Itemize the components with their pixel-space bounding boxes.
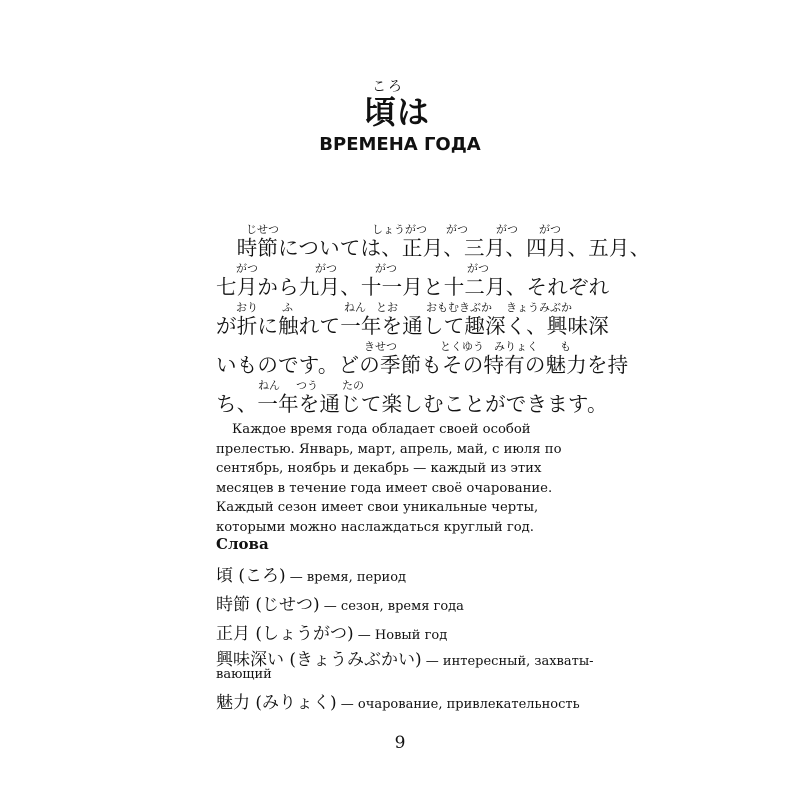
ruby-tokuyuu: とくゆう [440,340,484,353]
ruby-fu: ふ [282,301,293,314]
vocab-term: 正月 (しょうがつ) [216,624,354,644]
title-japanese: 頃は [364,93,431,131]
vocab-gloss: — время, период [285,570,407,585]
ruby-ori: おり [236,301,258,314]
passage-line-5: ち、一年を通じて楽しむことができます。 [216,392,608,416]
ruby-mo: も [560,340,571,353]
russian-translation: Каждое время года обладает своей особой прелестью. Январь, март, апрель, май, с июля по сентябрь, ноябрь и декабрь — каждый из этих месяцев в течение года имеет своё очарование. Каждый сезон имеет свои уникальные черты, которыми можно наслаждаться круглый год. [216,422,562,535]
ruby-shougatsu: しょうがつ [372,223,427,236]
vocab-item [216,619,447,644]
ruby-gatsu: がつ [236,262,258,275]
ruby-gatsu: がつ [539,223,561,236]
vocab-item [216,561,406,586]
vocab-gloss: — очарование, привлекательность [336,697,580,712]
vocab-gloss: — сезон, время года [319,599,464,614]
vocab-term: 興味深い (きょうみぶかい) [216,650,422,670]
ruby-gatsu: がつ [467,262,489,275]
ruby-nen: ねん [258,379,280,392]
passage-line-1: 時節については、正月、三月、四月、五月、 [216,236,651,260]
ruby-tano: たの [342,379,364,392]
vocab-term: 魅力 (みりょく) [216,693,337,713]
ruby-gatsu: がつ [446,223,468,236]
title-ruby: ころ [372,79,404,95]
ruby-tsuu: つう [296,379,318,392]
vocab-item [216,590,464,615]
vocab-item [216,688,580,713]
ruby-miryoku: みりょく [494,340,538,353]
title-russian: ВРЕМЕНА ГОДА [319,134,481,155]
vocab-term: 時節 (じせつ) [216,595,320,615]
vocab-item [216,645,594,670]
passage-line-3: が折に触れて一年を通して趣深く、興味深 [216,314,609,338]
vocab-gloss-continuation: вающий [216,667,272,682]
page-number: 9 [394,733,406,753]
words-heading: Слова [216,535,269,553]
vocab-term: 頃 (ころ) [216,566,286,586]
ruby-nen: ねん [344,301,366,314]
ruby-kisetsu: きせつ [364,340,397,353]
ruby-gatsu: がつ [375,262,397,275]
ruby-too: とお [376,301,398,314]
ruby-omomukibuka: おもむきぶか [426,301,492,314]
vocab-gloss: — Новый год [353,628,448,643]
passage-line-2: 七月から九月、十一月と十二月、それぞれ [216,275,610,299]
vocab-gloss: — интересный, захваты- [421,654,594,669]
ruby-gatsu: がつ [315,262,337,275]
ruby-kyoumibuka: きょうみぶか [506,301,572,314]
ruby-jisetsu: じせつ [246,223,279,236]
ruby-gatsu: がつ [496,223,518,236]
passage-line-4: いものです。どの季節もその特有の魅力を持 [216,353,629,377]
